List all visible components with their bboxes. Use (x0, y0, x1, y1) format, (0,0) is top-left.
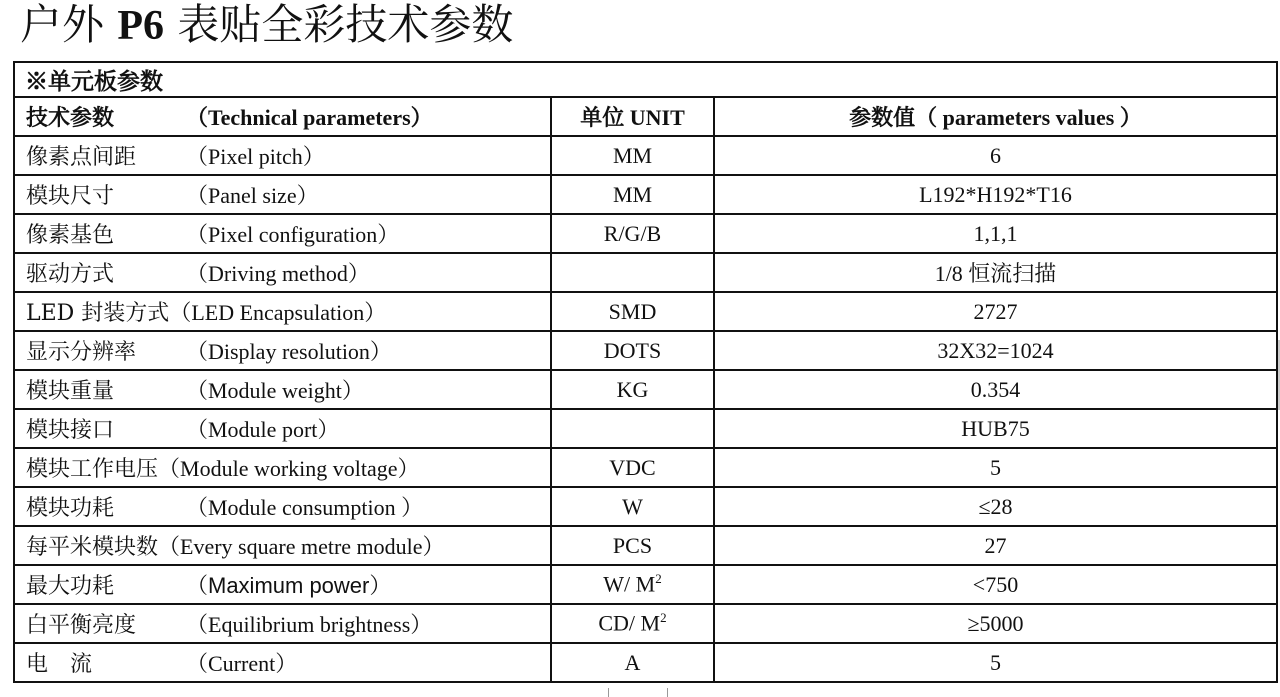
table-row (14, 292, 1277, 331)
unit-cell: SMD (551, 292, 714, 331)
param-zh: 最大功耗 (26, 574, 115, 599)
param-zh: 每平米模块数 (26, 535, 159, 560)
unit-cell (551, 253, 714, 292)
value-cell: 5 (714, 643, 1277, 682)
param-en: （Module port） (186, 417, 340, 442)
param-cell (14, 604, 551, 643)
param-cell (14, 565, 551, 604)
value-cell: 32X32=1024 (714, 331, 1277, 370)
param-cell (14, 253, 551, 292)
header-value: 参数值（ parameters values ） (714, 97, 1277, 136)
param-en: （Module weight） (186, 378, 364, 403)
table-row (14, 253, 1277, 292)
unit-cell (551, 409, 714, 448)
param-en: （Every square metre module） (158, 534, 445, 559)
param-zh: 电 流 (26, 652, 93, 677)
value-cell: 5 (714, 448, 1277, 487)
param-cell (14, 487, 551, 526)
param-zh: 白平衡亮度 (26, 613, 137, 638)
unit-base: W/ M (603, 571, 656, 597)
unit-base: CD/ M (598, 610, 661, 636)
header-param (14, 97, 551, 136)
param-cell (14, 175, 551, 214)
param-cell (14, 448, 551, 487)
table-row (14, 643, 1277, 682)
param-en: （Pixel pitch） (186, 144, 325, 169)
value-cell: 2727 (714, 292, 1277, 331)
param-cell (14, 331, 551, 370)
section-heading: ※单元板参数 (14, 62, 1277, 97)
unit-cell: DOTS (551, 331, 714, 370)
value-cell: <750 (714, 565, 1277, 604)
param-en: （Display resolution） (186, 339, 392, 364)
value-cell: 1,1,1 (714, 214, 1277, 253)
param-en: （Current） (186, 651, 298, 676)
table-row (14, 331, 1277, 370)
table-row (14, 448, 1277, 487)
unit-cell (551, 565, 714, 604)
table-row (14, 136, 1277, 175)
table-row (14, 565, 1277, 604)
header-param-zh: 技术参数 (26, 105, 115, 131)
header-unit: 单位 UNIT (551, 97, 714, 136)
param-en: （Module consumption ） (186, 495, 424, 520)
param-cell (14, 292, 551, 331)
param-en: （LED Encapsulation） (169, 300, 387, 325)
title-suffix: 表贴全彩技术参数 (177, 0, 514, 49)
unit-cell: MM (551, 175, 714, 214)
param-cell (14, 370, 551, 409)
title-model: P6 (117, 3, 165, 49)
unit-superscript: 2 (655, 571, 662, 587)
unit-cell: R/G/B (551, 214, 714, 253)
param-zh: 模块尺寸 (26, 184, 115, 209)
param-zh: 像素点间距 (26, 145, 137, 170)
param-cell (14, 643, 551, 682)
param-zh: 驱动方式 (26, 262, 115, 287)
value-cell: 0.354 (714, 370, 1277, 409)
unit-cell (551, 604, 714, 643)
table-row (14, 487, 1277, 526)
unit-cell: MM (551, 136, 714, 175)
param-zh: 模块工作电压 (26, 457, 159, 482)
header-param-en: （Technical parameters） (186, 105, 433, 130)
param-cell (14, 526, 551, 565)
param-en: （Driving method） (186, 261, 370, 286)
table-header-row (14, 97, 1277, 136)
value-cell: 27 (714, 526, 1277, 565)
table-row (14, 604, 1277, 643)
table-row (14, 409, 1277, 448)
param-zh: 显示分辨率 (26, 340, 137, 365)
unit-cell: W (551, 487, 714, 526)
param-zh: LED 封装方式 (26, 301, 170, 326)
value-cell: ≤28 (714, 487, 1277, 526)
param-zh: 模块重量 (26, 379, 115, 404)
value-cell: 1/8 恒流扫描 (714, 253, 1277, 292)
param-zh: 模块接口 (26, 418, 115, 443)
param-cell (14, 409, 551, 448)
param-cell (14, 136, 551, 175)
table-row (14, 214, 1277, 253)
value-cell: L192*H192*T16 (714, 175, 1277, 214)
param-en: （Pixel configuration） (186, 222, 400, 247)
value-cell: ≥5000 (714, 604, 1277, 643)
spec-table (13, 61, 1278, 683)
param-en: （Module working voltage） (158, 456, 420, 481)
unit-cell: PCS (551, 526, 714, 565)
param-en: （Panel size） (186, 183, 319, 208)
page-title (20, 0, 513, 56)
table-row (14, 175, 1277, 214)
unit-cell: KG (551, 370, 714, 409)
unit-cell: VDC (551, 448, 714, 487)
param-en: （Maximum power） (186, 573, 392, 598)
table-row (14, 370, 1277, 409)
param-cell (14, 214, 551, 253)
unit-cell: A (551, 643, 714, 682)
page-break-marker (608, 688, 668, 697)
param-en: （Equilibrium brightness） (186, 612, 433, 637)
value-cell: HUB75 (714, 409, 1277, 448)
table-row (14, 526, 1277, 565)
unit-superscript: 2 (660, 610, 667, 626)
param-zh: 模块功耗 (26, 496, 115, 521)
title-prefix: 户外 (20, 0, 105, 49)
value-cell: 6 (714, 136, 1277, 175)
param-zh: 像素基色 (26, 223, 115, 248)
